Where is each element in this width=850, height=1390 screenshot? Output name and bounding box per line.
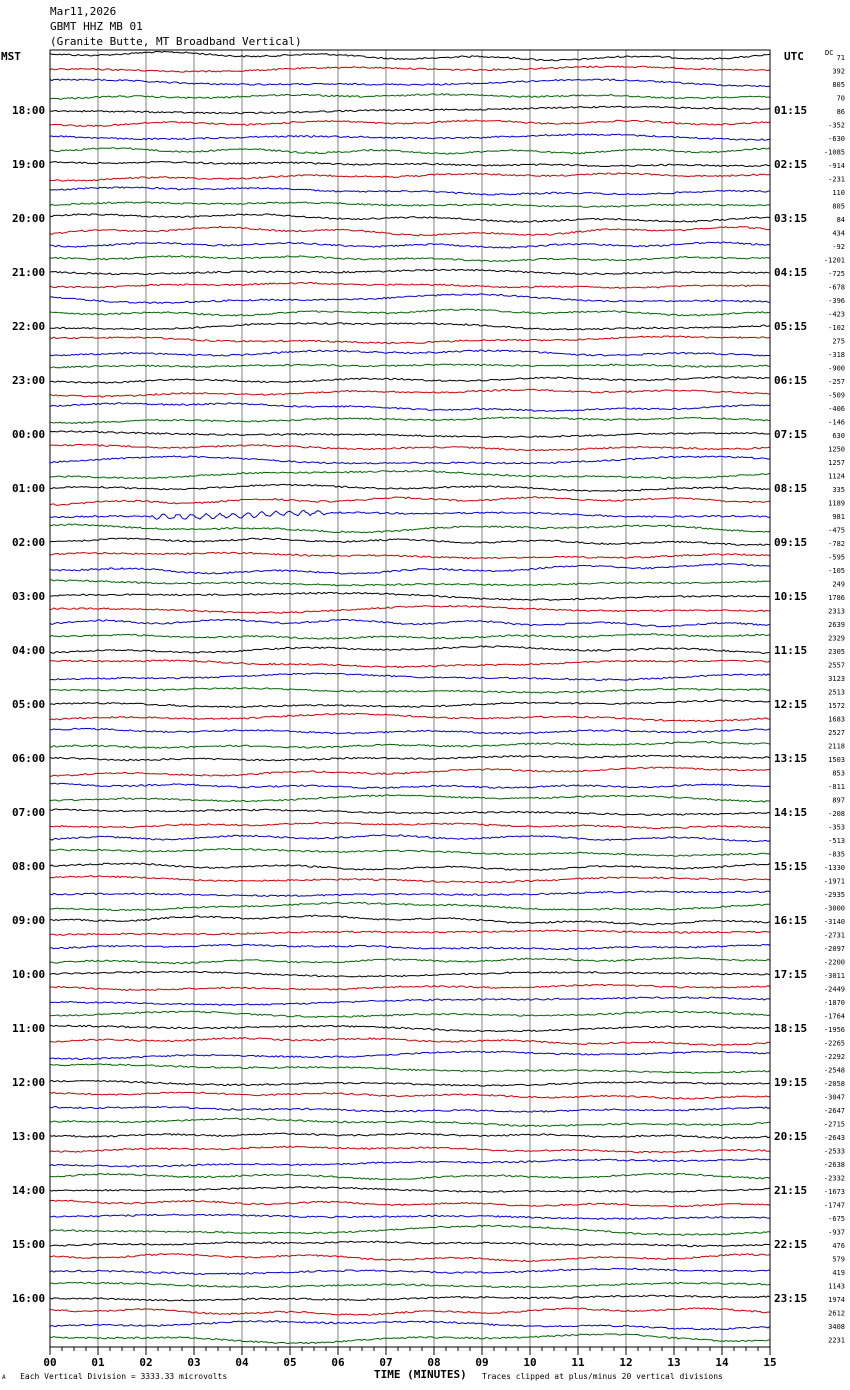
dc-offset-label: 1786 <box>828 594 845 602</box>
dc-offset-label: -1330 <box>823 864 845 872</box>
seismic-trace <box>50 755 770 761</box>
x-tick-label: 12 <box>619 1356 633 1369</box>
dc-offset-label: 71 <box>836 54 845 62</box>
seismic-trace <box>50 214 770 223</box>
seismic-trace <box>50 1011 770 1017</box>
seismic-trace <box>50 1064 770 1073</box>
mst-hour-label: 13:00 <box>12 1130 46 1143</box>
dc-offset-label: -782 <box>828 540 845 548</box>
right-timezone-label: UTC <box>784 50 804 63</box>
seismic-trace <box>50 1092 770 1099</box>
dc-offset-label: 249 <box>832 580 845 589</box>
dc-offset-label: -630 <box>828 135 845 143</box>
seismic-trace <box>50 1295 770 1301</box>
seismic-trace <box>50 510 770 519</box>
utc-hour-label: 19:15 <box>774 1076 808 1089</box>
dc-offset-label: -1956 <box>823 1026 845 1034</box>
mst-hour-label: 02:00 <box>12 536 46 549</box>
seismic-trace <box>50 930 770 935</box>
seismic-trace <box>50 915 770 925</box>
seismic-trace <box>50 742 770 749</box>
dc-offset-label: -2058 <box>823 1080 845 1088</box>
seismic-trace <box>50 187 770 195</box>
seismic-trace <box>50 226 770 236</box>
dc-offset-label: 1143 <box>828 1282 845 1291</box>
dc-offset-label: 805 <box>832 202 845 211</box>
dc-offset-label: 335 <box>832 486 845 494</box>
seismic-trace <box>50 1225 770 1235</box>
x-tick-label: 07 <box>379 1356 393 1369</box>
mst-hour-label: 05:00 <box>12 698 46 711</box>
mst-hour-label: 00:00 <box>12 428 46 441</box>
dc-offset-label: -1201 <box>823 256 845 265</box>
dc-offset-label: 1124 <box>828 472 845 481</box>
utc-hour-label: 08:15 <box>774 482 808 495</box>
seismic-trace <box>50 767 770 777</box>
dc-offset-label: -2200 <box>823 958 845 967</box>
seismic-trace <box>50 161 770 166</box>
seismic-trace <box>50 256 770 262</box>
mst-hour-label: 19:00 <box>12 158 46 171</box>
dc-offset-label: -2292 <box>823 1053 845 1061</box>
mst-hour-label: 11:00 <box>12 1022 46 1035</box>
seismic-trace <box>50 1025 770 1031</box>
dc-offset-label: -835 <box>828 850 845 859</box>
dc-offset-label: -2449 <box>823 985 845 994</box>
seismic-trace <box>50 202 770 207</box>
dc-offset-label: 2639 <box>828 621 845 629</box>
seismic-trace <box>50 944 770 949</box>
x-tick-label: 08 <box>427 1356 441 1369</box>
seismic-trace <box>50 79 770 87</box>
dc-offset-label: 1503 <box>828 756 845 764</box>
seismic-trace <box>50 66 770 72</box>
dc-offset-label: -595 <box>828 553 845 562</box>
seismic-trace <box>50 891 770 897</box>
dc-offset-label: 1974 <box>828 1296 845 1304</box>
utc-hour-label: 06:15 <box>774 374 808 387</box>
dc-offset-label: 1683 <box>828 715 845 724</box>
utc-hour-label: 22:15 <box>774 1238 808 1251</box>
dc-offset-label: -3140 <box>823 918 845 926</box>
dc-offset-label: -208 <box>828 810 845 818</box>
seismic-trace <box>50 1187 770 1193</box>
dc-offset-label: 2118 <box>828 742 845 751</box>
mst-hour-label: 01:00 <box>12 482 46 495</box>
seismic-trace <box>50 1118 770 1126</box>
dc-offset-label: 1189 <box>828 499 845 508</box>
dc-offset-label: -2533 <box>823 1147 845 1156</box>
seismic-trace <box>50 106 770 114</box>
mst-hour-label: 04:00 <box>12 644 46 657</box>
x-tick-label: 13 <box>667 1356 681 1369</box>
dc-offset-label: -2548 <box>823 1066 845 1075</box>
station-code: GBMT HHZ MB 01 <box>50 20 143 33</box>
seismic-trace <box>50 902 770 910</box>
seismic-trace <box>50 958 770 964</box>
seismic-trace <box>50 377 770 384</box>
mst-hour-label: 21:00 <box>12 266 46 279</box>
dc-offset-label: -1971 <box>823 877 845 886</box>
seismic-trace <box>50 1241 770 1247</box>
seismic-trace <box>50 971 770 977</box>
dc-offset-label: -396 <box>828 297 845 305</box>
dc-offset-label: -102 <box>828 324 845 332</box>
dc-offset-label: -3047 <box>823 1093 845 1102</box>
seismic-trace <box>50 1080 770 1086</box>
seismic-trace <box>50 120 770 127</box>
utc-hour-label: 21:15 <box>774 1184 808 1197</box>
utc-hour-label: 23:15 <box>774 1292 808 1305</box>
seismic-trace <box>50 309 770 316</box>
utc-hour-label: 05:15 <box>774 320 808 333</box>
dc-offset-label: 476 <box>832 1242 845 1250</box>
dc-offset-label: 2513 <box>828 688 845 697</box>
seismic-trace <box>50 619 770 627</box>
dc-offset-label: 981 <box>832 513 845 521</box>
dc-offset-label: -353 <box>828 823 845 832</box>
dc-offset-label: 897 <box>832 796 845 805</box>
dc-offset-label: 1250 <box>828 445 845 454</box>
seismic-trace <box>50 389 770 397</box>
utc-hour-label: 04:15 <box>774 266 808 279</box>
dc-offset-label: 2329 <box>828 634 845 643</box>
dc-offset-label: -678 <box>828 283 845 292</box>
utc-hour-label: 20:15 <box>774 1130 808 1143</box>
seismic-trace <box>50 1214 770 1219</box>
dc-offset-label: 2231 <box>828 1336 845 1345</box>
seismic-trace <box>50 350 770 356</box>
mst-hour-label: 12:00 <box>12 1076 46 1089</box>
scale-note <box>2 1372 227 1381</box>
seismic-trace <box>50 795 770 802</box>
dc-offset-label: -509 <box>828 391 845 400</box>
seismic-trace <box>50 134 770 140</box>
dc-offset-label: -1747 <box>823 1201 845 1210</box>
seismic-trace <box>50 822 770 828</box>
seismic-trace <box>50 431 770 438</box>
mst-hour-label: 10:00 <box>12 968 46 981</box>
seismic-trace <box>50 997 770 1005</box>
utc-hour-label: 07:15 <box>774 428 808 441</box>
mst-hour-label: 16:00 <box>12 1292 46 1305</box>
dc-offset-label: -2265 <box>823 1039 845 1048</box>
seismic-trace <box>50 51 770 60</box>
dc-offset-label: 3408 <box>828 1323 845 1331</box>
seismic-trace <box>50 552 770 559</box>
x-tick-label: 03 <box>187 1356 201 1369</box>
dc-offset-label: -146 <box>828 418 845 427</box>
dc-offset-label: -1870 <box>823 999 845 1007</box>
x-tick-label: 02 <box>139 1356 153 1369</box>
utc-hour-label: 02:15 <box>774 158 808 171</box>
utc-hour-label: 12:15 <box>774 698 808 711</box>
seismic-trace <box>50 524 770 533</box>
dc-offset-label: -92 <box>832 243 845 251</box>
x-tick-label: 10 <box>523 1356 537 1369</box>
dc-offset-label: -423 <box>828 310 845 319</box>
x-axis-title: TIME (MINUTES) <box>374 1368 467 1381</box>
corner-mark: A <box>2 1374 6 1381</box>
mst-hour-label: 06:00 <box>12 752 46 765</box>
dc-offset-label: -513 <box>828 837 845 845</box>
seismic-trace <box>50 634 770 640</box>
seismic-trace <box>50 1037 770 1045</box>
seismic-trace <box>50 809 770 816</box>
utc-hour-label: 16:15 <box>774 914 808 927</box>
dc-offset-label: -675 <box>828 1215 845 1223</box>
dc-offset-label: 805 <box>832 81 845 89</box>
utc-hour-label: 11:15 <box>774 644 808 657</box>
dc-offset-label: 630 <box>832 432 845 440</box>
clip-note: Traces clipped at plus/minus 20 vertical divisions <box>482 1372 723 1381</box>
seismic-trace <box>50 336 770 344</box>
mst-hour-label: 08:00 <box>12 860 46 873</box>
dc-offset-label: -352 <box>828 121 845 130</box>
seismic-trace <box>50 484 770 491</box>
dc-offset-label: 1572 <box>828 702 845 710</box>
dc-offset-label: 579 <box>832 1255 845 1264</box>
dc-offset-label: 2313 <box>828 607 845 616</box>
seismic-trace <box>50 1051 770 1060</box>
seismic-trace <box>50 417 770 423</box>
utc-hour-label: 14:15 <box>774 806 808 819</box>
dc-offset-label: -900 <box>828 364 845 373</box>
seismic-trace <box>50 323 770 330</box>
seismic-trace <box>50 673 770 680</box>
seismic-trace <box>50 497 770 506</box>
dc-offset-label: -2715 <box>823 1120 845 1129</box>
seismic-trace <box>50 1334 770 1344</box>
seismic-trace <box>50 660 770 668</box>
x-tick-label: 00 <box>43 1356 57 1369</box>
dc-offset-label: -725 <box>828 270 845 278</box>
seismic-trace <box>50 1282 770 1287</box>
seismic-trace <box>50 444 770 450</box>
dc-offset-label: -914 <box>828 162 845 170</box>
dc-offset-label: 392 <box>832 67 845 76</box>
dc-offset-label: 1257 <box>828 459 845 467</box>
dc-offset-label: -2647 <box>823 1107 845 1115</box>
dc-offset-label: 2305 <box>828 648 845 656</box>
seismic-trace <box>50 1173 770 1179</box>
seismic-trace <box>50 173 770 181</box>
seismic-trace <box>50 1133 770 1139</box>
mst-hour-label: 09:00 <box>12 914 46 927</box>
dc-offset-label: -2332 <box>823 1174 845 1183</box>
dc-offset-label: -1764 <box>823 1012 845 1021</box>
dc-offset-label: -1673 <box>823 1188 845 1196</box>
seismic-trace <box>50 646 770 654</box>
dc-offset-label: 419 <box>832 1269 845 1277</box>
seismic-trace <box>50 403 770 412</box>
dc-offset-label: -406 <box>828 405 845 413</box>
dc-offset-label: -937 <box>828 1228 845 1237</box>
mst-hour-label: 15:00 <box>12 1238 46 1251</box>
dc-offset-label: 434 <box>832 229 845 238</box>
axis-labels <box>12 54 845 1369</box>
seismic-trace <box>50 283 770 289</box>
mst-hour-label: 14:00 <box>12 1184 46 1197</box>
dc-offset-label: 853 <box>832 769 845 778</box>
seismic-trace <box>50 592 770 600</box>
seismic-trace <box>50 1106 770 1112</box>
dc-offset-label: 3123 <box>828 675 845 683</box>
dc-offset-label: -105 <box>828 567 845 575</box>
left-timezone-label: MST <box>1 50 21 63</box>
seismic-traces <box>50 51 770 1343</box>
dc-offset-label: 275 <box>832 337 845 346</box>
dc-offset-label: 110 <box>832 189 845 197</box>
dc-offset-heading: DC <box>825 49 834 57</box>
utc-hour-label: 15:15 <box>774 860 808 873</box>
seismic-trace <box>50 580 770 586</box>
seismic-trace <box>50 1254 770 1262</box>
seismic-trace <box>50 1146 770 1153</box>
x-tick-label: 01 <box>91 1356 105 1369</box>
dc-offset-label: 2557 <box>828 661 845 670</box>
x-tick-label: 14 <box>715 1356 729 1369</box>
seismic-trace <box>50 1159 770 1167</box>
seismic-trace <box>50 1200 770 1207</box>
dc-offset-label: -231 <box>828 175 845 184</box>
utc-hour-label: 10:15 <box>774 590 808 603</box>
seismic-trace <box>50 456 770 464</box>
utc-hour-label: 01:15 <box>774 104 808 117</box>
dc-offset-label: 2612 <box>828 1309 845 1318</box>
seismic-trace <box>50 984 770 990</box>
dc-offset-label: 70 <box>836 94 845 103</box>
x-tick-label: 15 <box>763 1356 777 1369</box>
seismic-trace <box>50 470 770 478</box>
seismic-trace <box>50 242 770 248</box>
dc-offset-label: -811 <box>828 783 845 791</box>
dc-offset-label: -257 <box>828 378 845 386</box>
utc-hour-label: 17:15 <box>774 968 808 981</box>
dc-offset-label: -1085 <box>823 148 845 157</box>
seismic-trace <box>50 849 770 857</box>
dc-offset-label: -2731 <box>823 931 845 940</box>
seismic-trace <box>50 688 770 693</box>
mst-hour-label: 18:00 <box>12 104 46 117</box>
seismic-trace <box>50 1321 770 1330</box>
mst-hour-label: 23:00 <box>12 374 46 387</box>
seismic-trace <box>50 783 770 788</box>
seismic-trace <box>50 538 770 545</box>
mst-hour-label: 20:00 <box>12 212 46 225</box>
seismic-trace <box>50 835 770 842</box>
dc-offset-label: -3000 <box>823 904 845 913</box>
seismic-trace <box>50 564 770 575</box>
seismic-trace <box>50 700 770 708</box>
dc-offset-label: 86 <box>836 108 845 116</box>
x-tick-label: 11 <box>571 1356 585 1369</box>
mst-hour-label: 07:00 <box>12 806 46 819</box>
seismic-trace <box>50 294 770 304</box>
seismic-trace <box>50 876 770 883</box>
vertical-division-note: Each Vertical Division = 3333.33 microvolts <box>20 1372 228 1381</box>
dc-offset-label: -2643 <box>823 1134 845 1142</box>
seismic-trace <box>50 1308 770 1316</box>
seismic-trace <box>50 1268 770 1274</box>
x-tick-label: 04 <box>235 1356 249 1369</box>
dc-offset-label: -3011 <box>823 972 845 980</box>
mst-hour-label: 22:00 <box>12 320 46 333</box>
x-tick-label: 05 <box>283 1356 297 1369</box>
dc-offset-label: -475 <box>828 526 845 535</box>
station-location: (Granite Butte, MT Broadband Vertical) <box>50 35 302 48</box>
utc-hour-label: 13:15 <box>774 752 808 765</box>
utc-hour-label: 03:15 <box>774 212 808 225</box>
seismic-trace <box>50 148 770 155</box>
dc-offset-label: 84 <box>836 216 845 224</box>
seismic-trace <box>50 269 770 275</box>
dc-offset-label: 2527 <box>828 729 845 737</box>
seismic-trace <box>50 713 770 721</box>
dc-offset-label: -2097 <box>823 945 845 953</box>
plot-date: Mar11,2026 <box>50 5 117 18</box>
x-tick-label: 09 <box>475 1356 489 1369</box>
x-tick-label: 06 <box>331 1356 345 1369</box>
utc-hour-label: 18:15 <box>774 1022 808 1035</box>
seismic-trace <box>50 364 770 368</box>
seismic-trace <box>50 863 770 870</box>
seismic-trace <box>50 606 770 614</box>
dc-offset-label: -2638 <box>823 1161 845 1169</box>
utc-hour-label: 09:15 <box>774 536 808 549</box>
dc-offset-label: -2935 <box>823 891 845 899</box>
seismic-trace <box>50 728 770 734</box>
seismic-trace <box>50 94 770 100</box>
mst-hour-label: 03:00 <box>12 590 46 603</box>
dc-offset-label: -318 <box>828 351 845 359</box>
